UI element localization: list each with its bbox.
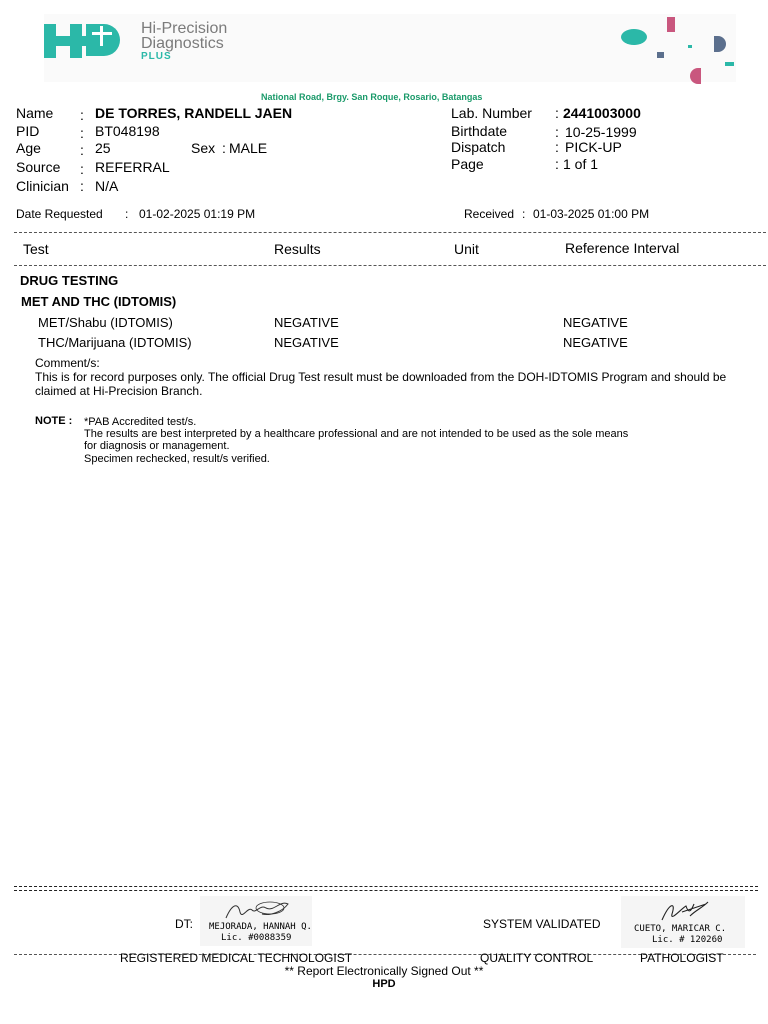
medtech-signature-icon bbox=[222, 898, 292, 924]
col-header-reference: Reference Interval bbox=[565, 240, 680, 256]
table-row-reference: NEGATIVE bbox=[563, 315, 628, 330]
pathologist-license: Lic. # 120260 bbox=[652, 935, 723, 945]
subsection-title: MET AND THC (IDTOMIS) bbox=[21, 294, 177, 309]
pid-label: PID bbox=[16, 123, 40, 139]
note-label: NOTE : bbox=[35, 415, 73, 427]
colon: : bbox=[80, 125, 84, 141]
role-pathologist: PATHOLOGIST bbox=[640, 951, 724, 965]
patient-clinician: N/A bbox=[95, 178, 119, 194]
comments-line: This is for record purposes only. The official Drug Test result must be downloaded from the DOH-IDTOMIS Program and should be bbox=[35, 370, 727, 384]
colon: : bbox=[125, 207, 129, 221]
colon: : bbox=[522, 207, 526, 221]
birthdate-label: Birthdate bbox=[451, 123, 508, 139]
col-header-unit: Unit bbox=[454, 241, 479, 257]
patient-sex: MALE bbox=[229, 140, 268, 156]
table-row-test: MET/Shabu (IDTOMIS) bbox=[38, 315, 173, 330]
col-header-test: Test bbox=[23, 241, 49, 257]
birthdate: 10-25-1999 bbox=[565, 124, 637, 140]
medtech-license: Lic. #0088359 bbox=[221, 933, 292, 943]
age-label: Age bbox=[16, 140, 41, 156]
received-date: 01-03-2025 01:00 PM bbox=[533, 207, 650, 221]
source-label: Source bbox=[16, 159, 61, 175]
colon: : bbox=[222, 140, 226, 156]
table-row-result: NEGATIVE bbox=[274, 315, 339, 330]
dt-label: DT: bbox=[175, 917, 193, 931]
divider bbox=[14, 265, 766, 266]
lab-number: 2441003000 bbox=[563, 105, 641, 121]
page-label: Page bbox=[451, 156, 484, 172]
dispatch: PICK-UP bbox=[565, 139, 622, 155]
colon: : bbox=[555, 139, 559, 155]
colon: : bbox=[555, 124, 559, 140]
note-line: *PAB Accredited test/s. bbox=[84, 416, 197, 428]
name-label: Name bbox=[16, 105, 54, 121]
comments-line: claimed at Hi-Precision Branch. bbox=[35, 384, 203, 398]
date-requested-label: Date Requested bbox=[16, 207, 103, 221]
system-validated: SYSTEM VALIDATED bbox=[483, 917, 601, 931]
colon: : bbox=[80, 107, 84, 123]
footer-code: HPD bbox=[372, 978, 396, 990]
pathologist-name: CUETO, MARICAR C. bbox=[634, 924, 727, 934]
brand-name-line2: Diagnostics bbox=[141, 35, 224, 52]
divider bbox=[14, 232, 766, 233]
col-header-results: Results bbox=[274, 241, 321, 257]
colon: : bbox=[80, 178, 84, 194]
medtech-name: MEJORADA, HANNAH Q. bbox=[209, 922, 312, 932]
note-line: The results are best interpreted by a healthcare professional and are not intended to be used as the sole means bbox=[84, 428, 629, 440]
dispatch-label: Dispatch bbox=[451, 139, 506, 155]
footer-divider bbox=[14, 886, 758, 891]
clinician-label: Clinician bbox=[16, 178, 69, 194]
table-row-reference: NEGATIVE bbox=[563, 335, 628, 350]
brand-name-line1: Hi-Precision bbox=[141, 20, 228, 37]
sex-label: Sex bbox=[191, 140, 216, 156]
comments-label: Comment/s: bbox=[35, 356, 100, 370]
pathologist-signature-icon bbox=[656, 898, 712, 926]
patient-name: DE TORRES, RANDELL JAEN bbox=[95, 105, 293, 121]
colon: : bbox=[80, 161, 84, 177]
table-row-result: NEGATIVE bbox=[274, 335, 339, 350]
colon: : bbox=[555, 156, 559, 172]
colon: : bbox=[80, 142, 84, 158]
patient-source: REFERRAL bbox=[95, 159, 170, 175]
decorative-shapes-icon bbox=[616, 14, 740, 86]
received-label: Received bbox=[464, 207, 515, 221]
brand-name-line3: PLUS bbox=[141, 51, 172, 62]
table-row-test: THC/Marijuana (IDTOMIS) bbox=[38, 335, 192, 350]
signed-out-text: ** Report Electronically Signed Out ** bbox=[284, 964, 484, 978]
patient-pid: BT048198 bbox=[95, 123, 160, 139]
lab-address: National Road, Brgy. San Roque, Rosario, Batangas bbox=[261, 92, 483, 102]
colon: : bbox=[555, 105, 559, 121]
role-qc: QUALITY CONTROL bbox=[480, 951, 594, 965]
lab-number-label: Lab. Number bbox=[451, 105, 532, 121]
note-line: Specimen rechecked, result/s verified. bbox=[84, 453, 270, 465]
hp-logo bbox=[44, 22, 124, 60]
page-number: 1 of 1 bbox=[563, 156, 599, 172]
role-medtech: REGISTERED MEDICAL TECHNOLOGIST bbox=[120, 951, 353, 965]
patient-age: 25 bbox=[95, 140, 111, 156]
date-requested: 01-02-2025 01:19 PM bbox=[139, 207, 256, 221]
section-title: DRUG TESTING bbox=[20, 273, 119, 288]
note-line: for diagnosis or management. bbox=[84, 440, 230, 452]
